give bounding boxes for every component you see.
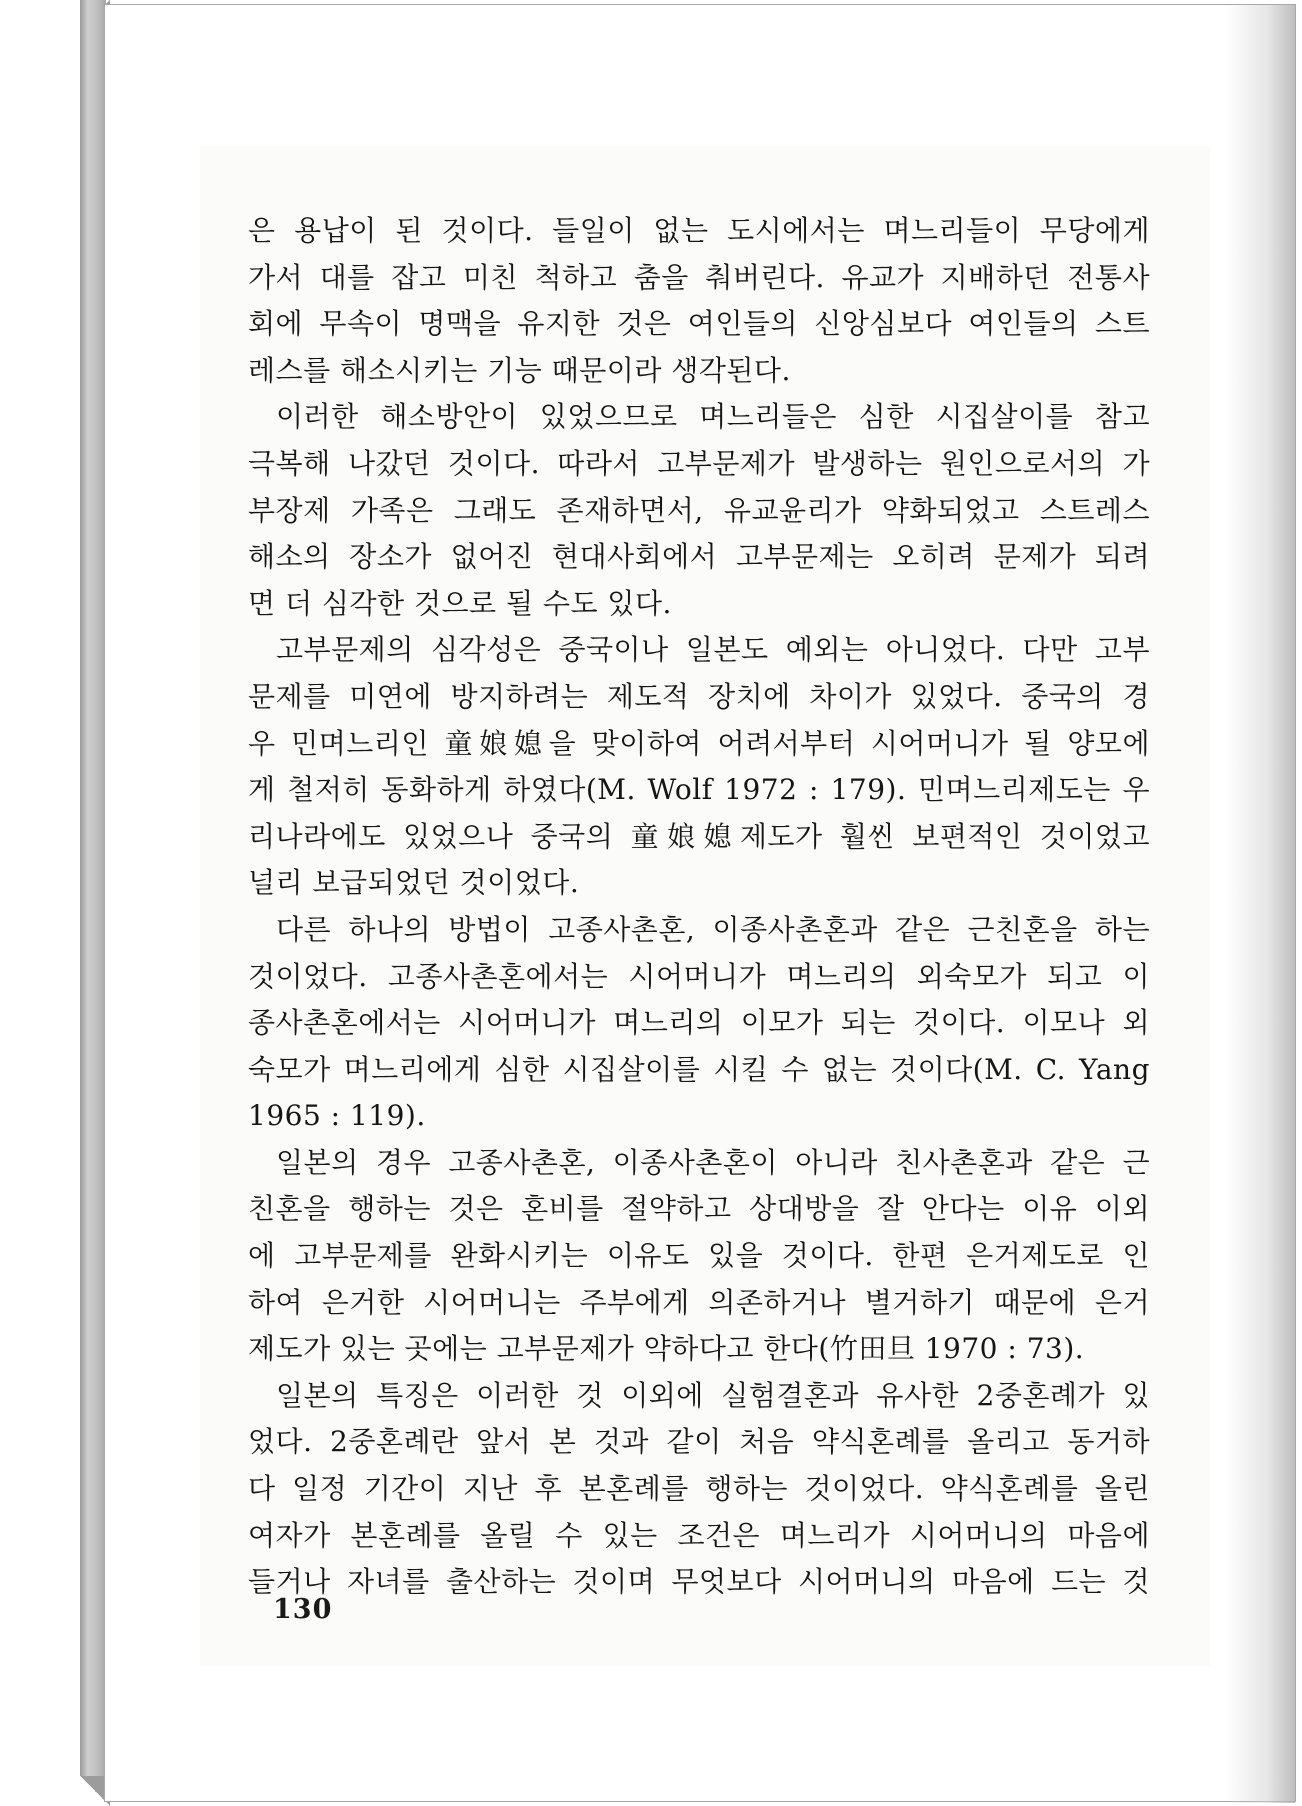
text-line: 었다. 2중혼례란 앞서 본 것과 같이 처음 약식혼례를 올리고 동거하: [248, 1425, 1150, 1459]
page-edge-shadow: [1225, 5, 1295, 1803]
text-line: 문제를 미연에 방지하려는 제도적 장치에 차이가 있었다. 중국의 경: [248, 679, 1150, 713]
text-line: 들거나 자녀를 출산하는 것이며 무엇보다 시어머니의 마음에 드는 것: [248, 1565, 1150, 1599]
text-line: 것이었다. 고종사촌혼에서는 시어머니가 며느리의 외숙모가 되고 이: [248, 959, 1150, 993]
text-line: 레스를 해소시키는 기능 때문이라 생각된다.: [248, 353, 791, 387]
text-line: 은 용납이 된 것이다. 들일이 없는 도시에서는 며느리들이 무당에게: [248, 214, 1150, 247]
text-line: 하여 은거한 시어머니는 주부에게 의존하거나 별거하기 때문에 은거: [248, 1285, 1150, 1319]
text-line: 극복해 나갔던 것이다. 따라서 고부문제가 발생하는 원인으로서의 가: [248, 446, 1150, 480]
text-line: 해소의 장소가 없어진 현대사회에서 고부문제는 오히려 문제가 되려: [248, 540, 1150, 574]
text-line: 일본의 경우 고종사촌혼, 이종사촌혼이 아니라 친사촌혼과 같은 근: [276, 1145, 1150, 1179]
page-number: 130: [273, 1594, 333, 1625]
text-line: 게 철저히 동화하게 하였다(M. Wolf 1972 : 179). 민며느리제도는 우: [248, 773, 1150, 807]
text-line: 고부문제의 심각성은 중국이나 일본도 예외는 아니었다. 다만 고부: [276, 633, 1150, 667]
page-body-text: [248, 208, 1150, 1606]
text-line: 가서 대를 잡고 미친 척하고 춤을 춰버린다. 유교가 지배하던 전통사: [248, 260, 1150, 294]
spine-edge: [80, 0, 106, 1806]
text-line: 이러한 해소방안이 있었으므로 며느리들은 심한 시집살이를 참고: [276, 400, 1150, 434]
text-line: 면 더 심각한 것으로 될 수도 있다.: [248, 586, 672, 620]
text-line: 숙모가 며느리에게 심한 시집살이를 시킬 수 없는 것이다(M. C. Yang: [248, 1052, 1150, 1086]
text-line: 우 민며느리인 童娘媳을 맞이하여 어려서부터 시어머니가 될 양모에: [248, 726, 1150, 760]
text-line: 부장제 가족은 그래도 존재하면서, 유교윤리가 약화되었고 스트레스: [248, 493, 1150, 527]
text-line: 친혼을 행하는 것은 혼비를 절약하고 상대방을 잘 안다는 이유 이외: [248, 1192, 1150, 1226]
book-spine: [0, 0, 110, 1806]
text-line: 다른 하나의 방법이 고종사촌혼, 이종사촌혼과 같은 근친혼을 하는: [276, 912, 1150, 946]
text-line: 종사촌혼에서는 시어머니가 며느리의 이모가 되는 것이다. 이모나 외: [248, 1006, 1150, 1040]
text-line: 제도가 있는 곳에는 고부문제가 약하다고 한다(竹田旦 1970 : 73).: [248, 1332, 1085, 1366]
text-line: 에 고부문제를 완화시키는 이유도 있을 것이다. 한편 은거제도로 인: [248, 1239, 1150, 1273]
text-line: 1965 : 119).: [248, 1099, 426, 1133]
text-line: 리나라에도 있었으나 중국의 童娘媳제도가 훨씬 보편적인 것이었고: [248, 819, 1150, 853]
text-line: 다 일정 기간이 지난 후 본혼례를 행하는 것이었다. 약식혼례를 올린: [248, 1472, 1150, 1506]
text-line: 널리 보급되었던 것이었다.: [248, 866, 580, 900]
text-line: 일본의 특징은 이러한 것 이외에 실험결혼과 유사한 2중혼례가 있: [276, 1378, 1150, 1412]
text-line: 여자가 본혼례를 올릴 수 있는 조건은 며느리가 시어머니의 마음에: [248, 1518, 1150, 1552]
text-line: 회에 무속이 명맥을 유지한 것은 여인들의 신앙심보다 여인들의 스트: [248, 307, 1150, 341]
